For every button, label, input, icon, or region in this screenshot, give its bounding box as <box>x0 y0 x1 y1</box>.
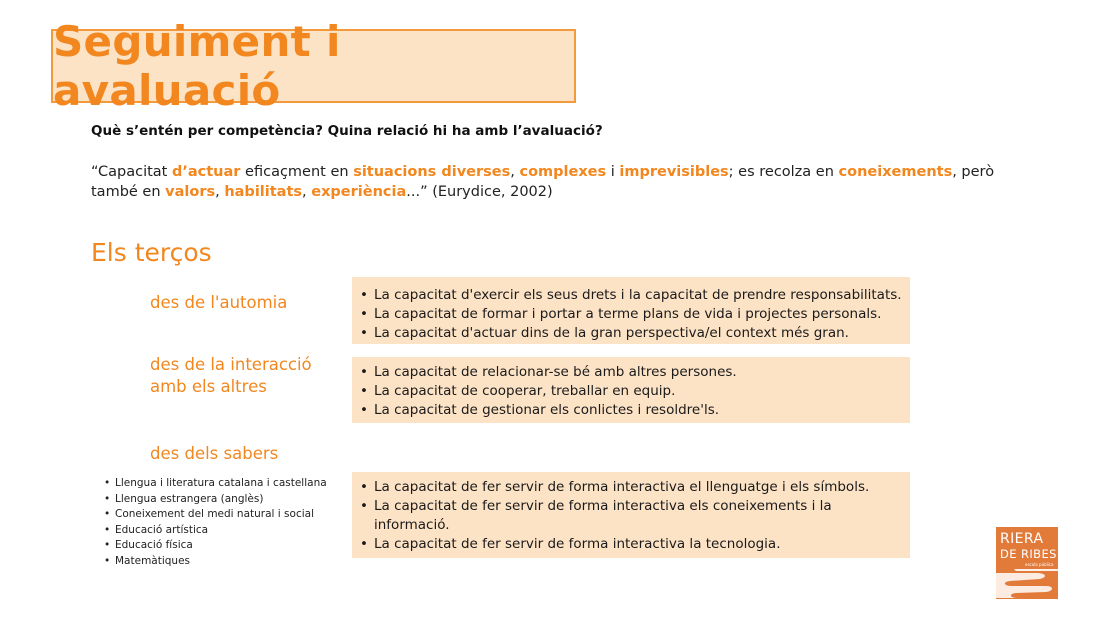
list-item: • La capacitat de relacionar-se bé amb altres persones. <box>374 363 910 382</box>
list-item: • Educació artística <box>115 523 327 539</box>
quote-text: , però també en <box>91 164 995 200</box>
quote-text: eficaçment en <box>240 164 354 180</box>
quote-text: ; es recolza en <box>728 164 839 180</box>
quote-highlight: complexes <box>519 164 607 180</box>
list-item: • La capacitat de formar i portar a terme plans de vida i projectes personals. <box>374 305 910 324</box>
list-item: • La capacitat de gestionar els conlictes i resoldre'ls. <box>374 401 910 420</box>
subjects-list <box>103 476 327 569</box>
page-title: Seguiment i avaluació <box>53 17 341 115</box>
list-item: • Matemàtiques <box>115 554 327 570</box>
group-box-interaction <box>352 357 910 423</box>
quote-text: ...” (Eurydice, 2002) <box>406 184 553 200</box>
list-item: • La capacitat d'exercir els seus drets i la capacitat de prendre responsabilitats. <box>374 286 910 305</box>
group-label-line: des dels sabers <box>150 444 279 463</box>
group-label-line: des de l'automia <box>150 293 288 312</box>
title-banner <box>51 17 576 115</box>
list-item: • Llengua estrangera (anglès) <box>115 492 327 508</box>
group-label-line: amb els altres <box>150 377 267 396</box>
group-label-interaction <box>150 354 312 398</box>
river-icon <box>996 567 1058 599</box>
list-item: • La capacitat de fer servir de forma interactiva els coneixements i la informació. <box>374 497 870 535</box>
list-item: • La capacitat de fer servir de forma interactiva el llenguatge i els símbols. <box>374 478 870 497</box>
quote-highlight: valors <box>165 184 216 200</box>
quote-highlight: situacions diverses <box>353 164 511 180</box>
quote-highlight: habilitats <box>224 184 303 200</box>
logo-text-riera: RIERA <box>1000 531 1044 547</box>
logo-text-escola: escola pública <box>1025 562 1054 567</box>
quote-highlight: imprevisibles <box>619 164 729 180</box>
quote-highlight: d’actuar <box>171 164 241 180</box>
quote-text: , <box>215 184 225 200</box>
list-item: • Educació física <box>115 538 327 554</box>
logo-text-de-ribes: DE RIBES <box>1000 547 1057 561</box>
question-heading: Què s’entén per competència? Quina relació hi ha amb l’avaluació? <box>91 123 603 139</box>
school-logo <box>996 527 1058 599</box>
quote-highlight: coneixements <box>838 164 953 180</box>
quote-highlight: experiència <box>311 184 407 200</box>
list-item: • La capacitat de fer servir de forma interactiva la tecnologia. <box>374 535 870 554</box>
quote-text: i <box>606 164 620 180</box>
quote-text: , <box>302 184 312 200</box>
list-item: • La capacitat d'actuar dins de la gran perspectiva/el context més gran. <box>374 324 910 343</box>
competence-quote <box>91 162 1021 202</box>
group-label-autonomy <box>150 292 287 314</box>
list-item: • Coneixement del medi natural i social <box>115 507 327 523</box>
group-box-autonomy <box>352 277 910 344</box>
section-title: Els terços <box>91 238 212 267</box>
group-label-line: des de la interacció <box>150 355 312 374</box>
list-item: • La capacitat de cooperar, treballar en equip. <box>374 382 910 401</box>
group-label-knowledge <box>150 443 278 465</box>
quote-text: “Capacitat <box>91 164 172 180</box>
quote-text: , <box>510 164 520 180</box>
group-box-knowledge <box>352 472 910 558</box>
list-item: • Llengua i literatura catalana i castellana <box>115 476 327 492</box>
